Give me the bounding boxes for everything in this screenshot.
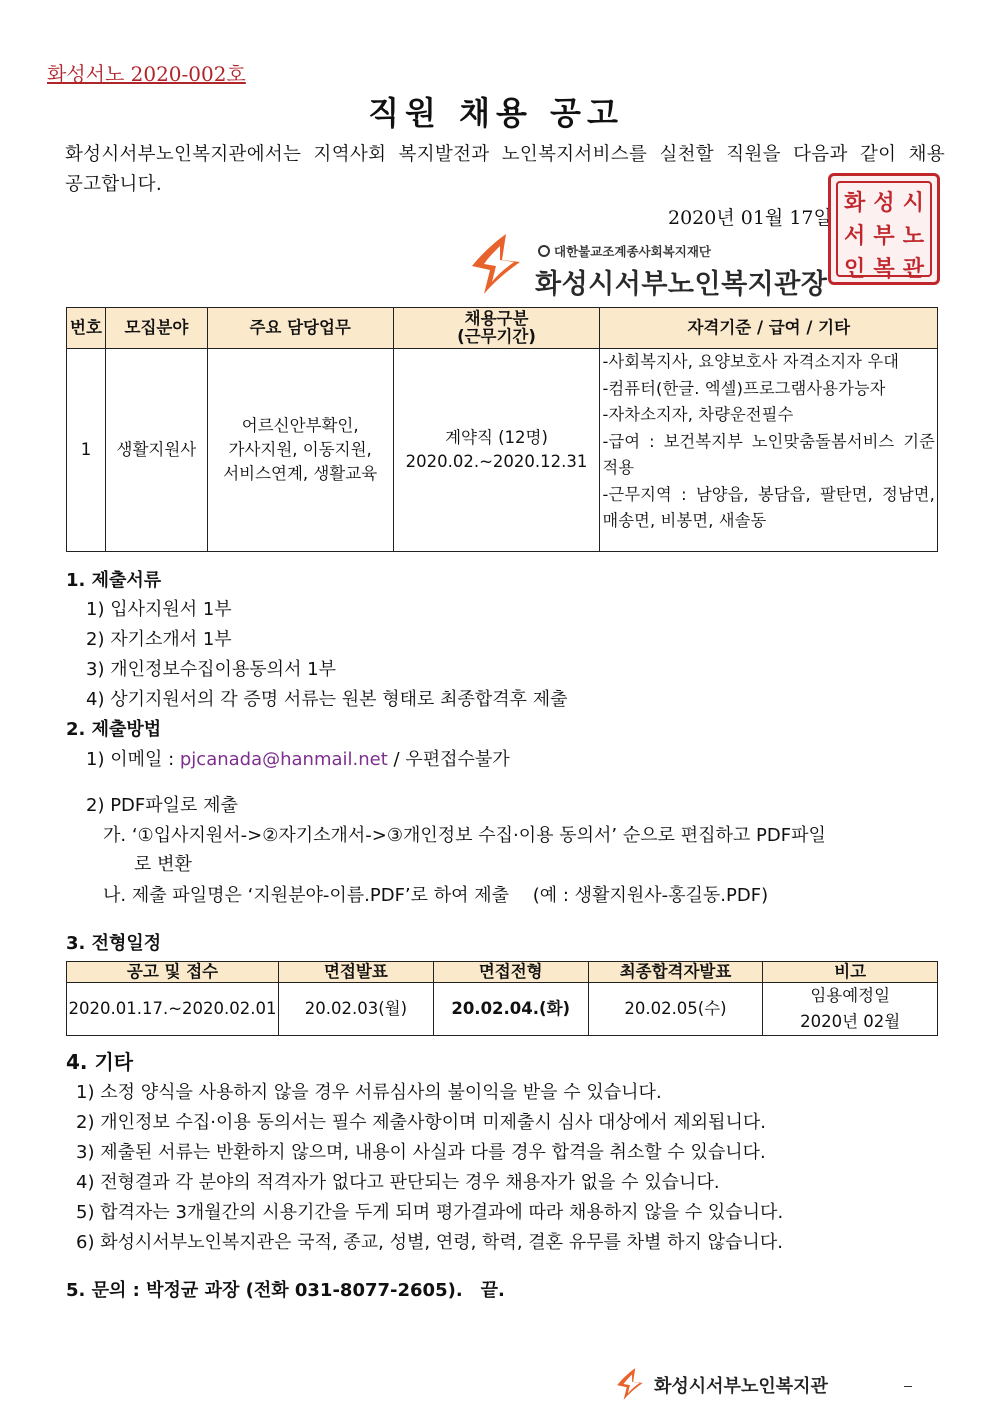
recruit-table bbox=[66, 307, 938, 552]
list-item: 2) PDF파일로 제출 bbox=[86, 795, 238, 816]
circle-logo-icon bbox=[538, 245, 550, 257]
email-line: 1) 이메일 : pjcanada@hanmail.net / 우편접수불가 bbox=[86, 749, 510, 770]
announcement-date: 2020년 01월 17일 bbox=[668, 207, 832, 229]
email-link[interactable]: pjcanada@hanmail.net bbox=[179, 749, 388, 770]
list-item: 로 변환 bbox=[134, 854, 192, 875]
section-title-schedule: 3. 전형일정 bbox=[66, 933, 162, 954]
contact-line: 5. 문의 : 박정균 과장 (전화 031-8077-2605). 끝. bbox=[66, 1280, 505, 1301]
col-header: 면접전형 bbox=[433, 962, 588, 983]
cell-interview-date: 20.02.04.(화) bbox=[433, 983, 588, 1036]
cell-application-period: 2020.01.17.~2020.02.01 bbox=[67, 983, 279, 1036]
schedule-table-header bbox=[67, 962, 938, 983]
cell-final-announcement: 20.02.05(수) bbox=[588, 983, 763, 1036]
col-header-type: 채용구분 (근무기간) bbox=[393, 308, 600, 349]
official-seal: 화 성 시 서 부 노 인 복 관 bbox=[828, 173, 940, 285]
list-item: 4) 전형결과 각 분야의 적격자가 없다고 판단되는 경우 채용자가 없을 수 있습니다. bbox=[76, 1172, 720, 1193]
organization-director-name: 화성시서부노인복지관장 bbox=[535, 269, 828, 300]
table-row bbox=[67, 983, 938, 1036]
list-item: 3) 제출된 서류는 반환하지 않으며, 내용이 사실과 다를 경우 합격을 취소할 수 있습니다. bbox=[76, 1142, 766, 1163]
list-item: 1) 소정 양식을 사용하지 않을 경우 서류심사의 불이익을 받을 수 있습니다. bbox=[76, 1082, 662, 1103]
col-header: 최종합격자발표 bbox=[588, 962, 763, 983]
col-header: 면접발표 bbox=[278, 962, 433, 983]
list-item: 2) 개인정보 수집·이용 동의서는 필수 제출사항이며 미제출시 심사 대상에서 제외됩니다. bbox=[76, 1112, 766, 1133]
footer-logo-icon bbox=[616, 1367, 646, 1401]
schedule-table bbox=[66, 961, 938, 1036]
list-item: 2) 자기소개서 1부 bbox=[86, 629, 232, 650]
col-header-duty: 주요 담당업무 bbox=[207, 308, 393, 349]
section-title-method: 2. 제출방법 bbox=[66, 719, 162, 740]
col-header-field: 모집분야 bbox=[105, 308, 207, 349]
cell-duty: 어르신안부확인, 가사지원, 이동지원, 서비스연계, 생활교육 bbox=[207, 349, 393, 552]
cell-interview-notice: 20.02.03(월) bbox=[278, 983, 433, 1036]
cell-qualification: -사회복지사, 요양보호사 자격소지자 우대 -컴퓨터(한글. 엑셀)프로그램사용가능자 -자차소지자, 차량운전필수 -급여 : 보건복지부 노인맞춤돌봄서비스 기준적용 -근무지역 : 남양읍, 봉담읍, 팔탄면, 정남면, 매송면, 비봉면, 새솔동 bbox=[600, 349, 938, 552]
section-title-etc: 4. 기타 bbox=[66, 1050, 134, 1074]
list-item: 가. ‘①입사지원서->②자기소개서->③개인정보 수집·이용 동의서’ 순으로 편집하고 PDF파일 bbox=[103, 825, 826, 846]
list-item: 나. 제출 파일명은 ‘지원분야-이름.PDF’로 하여 제출 (예 : 생활지원사-홍길동.PDF) bbox=[103, 885, 769, 906]
cell-field: 생활지원사 bbox=[105, 349, 207, 552]
footer-dash bbox=[904, 1386, 912, 1387]
foundation-name: 대한불교조계종사회복지재단 bbox=[538, 242, 711, 260]
list-item: 4) 상기지원서의 각 증명 서류는 원본 형태로 최종합격후 제출 bbox=[86, 689, 568, 710]
col-header-no: 번호 bbox=[67, 308, 106, 349]
cell-no: 1 bbox=[67, 349, 106, 552]
col-header-qualification: 자격기준 / 급여 / 기타 bbox=[600, 308, 938, 349]
col-header: 공고 및 접수 bbox=[67, 962, 279, 983]
list-item: 5) 합격자는 3개월간의 시용기간을 두게 되며 평가결과에 따라 채용하지 않을 수 있습니다. bbox=[76, 1202, 784, 1223]
cell-type: 계약직 (12명) 2020.02.~2020.12.31 bbox=[393, 349, 600, 552]
section-title-documents: 1. 제출서류 bbox=[66, 570, 162, 591]
footer-organization-name: 화성시서부노인복지관 bbox=[654, 1376, 828, 1397]
recruit-table-header bbox=[67, 308, 938, 349]
list-item: 1) 입사지원서 1부 bbox=[86, 599, 232, 620]
document-number: 화성서노 2020-002호 bbox=[47, 62, 246, 86]
page-title: 직원 채용 공고 bbox=[368, 94, 624, 132]
cell-note: 임용예정일 2020년 02월 bbox=[763, 983, 938, 1036]
intro-paragraph: 화성시서부노인복지관에서는 지역사회 복지발전과 노인복지서비스를 실천할 직원을 다음과 같이 채용 공고합니다. bbox=[65, 144, 945, 195]
list-item: 6) 화성시서부노인복지관은 국적, 종교, 성별, 연령, 학력, 결혼 유무를 차별 하지 않습니다. bbox=[76, 1232, 783, 1253]
col-header: 비고 bbox=[763, 962, 938, 983]
organization-logo-icon bbox=[470, 232, 526, 296]
table-row bbox=[67, 349, 938, 552]
list-item: 3) 개인정보수집이용동의서 1부 bbox=[86, 659, 337, 680]
